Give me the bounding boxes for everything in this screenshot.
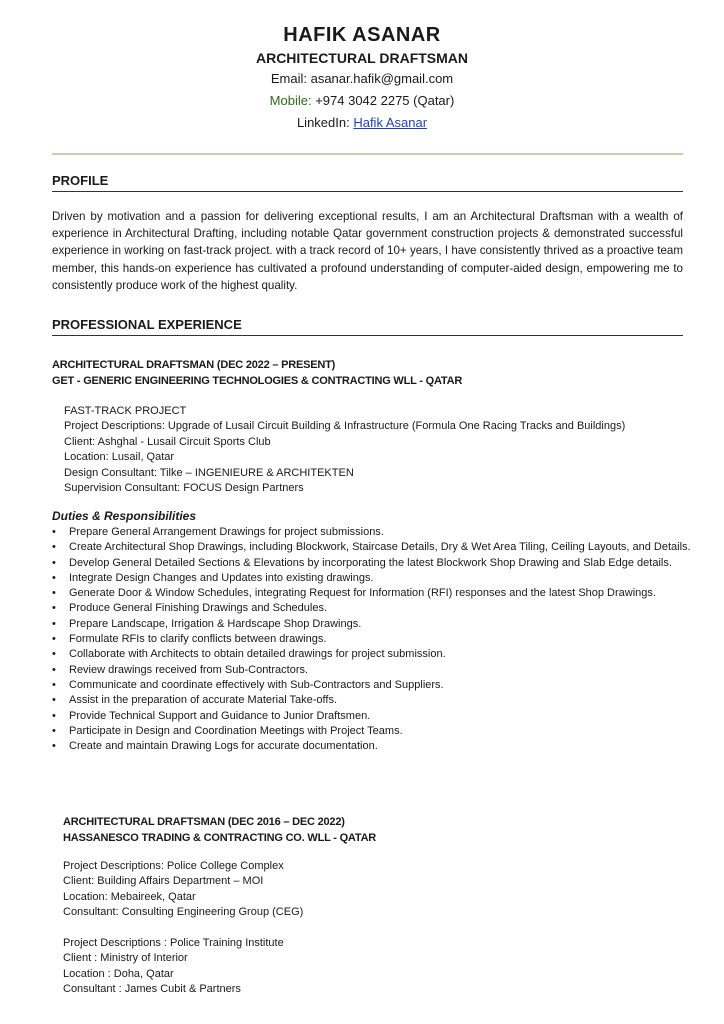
bullet-icon: •	[52, 678, 56, 691]
job2-detail-line: Project Descriptions: Police College Complex	[63, 860, 284, 872]
job1-detail-line: Project Descriptions: Upgrade of Lusail Circuit Building & Infrastructure (Formula One Racing Tracks and Buildings)	[64, 420, 626, 433]
mobile-value: +974 3042 2275 (Qatar)	[311, 93, 455, 108]
duty-item: • Develop General Detailed Sections & Elevations by incorporating the latest Blockwork Shop Drawing and Slab Edge details.	[52, 556, 692, 571]
bullet-icon: •	[52, 541, 56, 554]
linkedin-line	[0, 112, 724, 134]
bullet-icon: •	[52, 571, 56, 584]
job1-detail-line: Supervision Consultant: FOCUS Design Partners	[64, 482, 304, 495]
bullet-icon: •	[52, 724, 56, 737]
linkedin-link[interactable]: Hafik Asanar	[353, 115, 428, 130]
bullet-icon: •	[52, 602, 56, 615]
job1-detail-line: Client: Ashghal - Lusail Circuit Sports Club	[64, 435, 271, 448]
job2-project1-details	[63, 859, 303, 921]
job1-company: GET - GENERIC ENGINEERING TECHNOLOGIES & CONTRACTING WLL - QATAR	[52, 375, 463, 387]
mobile-label: Mobile:	[269, 93, 312, 108]
duty-item: • Integrate Design Changes and Updates into existing drawings.	[52, 571, 692, 586]
job1-project-details	[64, 404, 625, 496]
header-divider	[52, 153, 683, 155]
profile-text: Driven by motivation and a passion for delivering exceptional results, I am an Architectural Draftsman with a wealth of experience in Architectural Drafting, including notable Qatar government construction projects & demonstrated successful experience in working on fast-track project. with a track record of 10+ years, I have consistently thrived as a proactive team member, this hands-on experience has cultivated a profound understanding of computer-aided design, empowering me to consistently produce work of the highest quality.	[52, 210, 683, 292]
job1-detail-line: Design Consultant: Tilke – INGENIEURE & ARCHITEKTEN	[64, 466, 354, 479]
mobile-line	[0, 90, 724, 112]
bullet-icon: •	[52, 663, 56, 676]
resume-header	[0, 22, 724, 134]
bullet-icon: •	[52, 526, 56, 538]
duty-item: • Provide Technical Support and Guidance to Junior Draftsmen.	[52, 709, 692, 724]
duty-item: • Formulate RFIs to clarify conflicts between drawings.	[52, 632, 692, 647]
bullet-icon: •	[52, 617, 56, 630]
job2-company: HASSANESCO TRADING & CONTRACTING CO. WLL - QATAR	[63, 832, 377, 844]
duty-item: • Produce General Finishing Drawings and Schedules.	[52, 601, 692, 616]
linkedin-label: LinkedIn:	[296, 115, 354, 130]
duties-heading: Duties & Responsibilities	[52, 509, 197, 523]
job2-project2-details	[63, 936, 284, 998]
duty-item: • Collaborate with Architects to obtain detailed drawings for project submission.	[52, 647, 692, 662]
job2-detail-line: Consultant: Consulting Engineering Group (CEG)	[63, 906, 304, 919]
bullet-icon: •	[52, 648, 56, 661]
duty-item: • Review drawings received from Sub-Contractors.	[52, 663, 692, 678]
job2-detail-line: Client: Building Affairs Department – MOI	[63, 875, 264, 888]
duty-item: • Create and maintain Drawing Logs for accurate documentation.	[52, 739, 692, 754]
job1-role: ARCHITECTURAL DRAFTSMAN (DEC 2022 – PRESENT)	[52, 359, 336, 371]
duty-item: • Create Architectural Shop Drawings, including Blockwork, Staircase Details, Dry & Wet Area Tiling, Ceiling Layouts, and Details.	[52, 540, 692, 555]
duties-list	[52, 525, 692, 754]
job2-detail-line: Location : Doha, Qatar	[63, 967, 174, 980]
email-line: Email: asanar.hafik@gmail.com	[270, 71, 454, 86]
job1-detail-line: Location: Lusail, Qatar	[64, 451, 175, 464]
job1-detail-line: FAST-TRACK PROJECT	[64, 405, 187, 417]
duty-item: • Prepare Landscape, Irrigation & Hardscape Shop Drawings.	[52, 617, 692, 632]
bullet-icon: •	[52, 694, 56, 707]
duty-item: • Communicate and coordinate effectively with Sub-Contractors and Suppliers.	[52, 678, 692, 693]
bullet-icon: •	[52, 587, 56, 600]
bullet-icon: •	[52, 633, 56, 646]
bullet-icon: •	[52, 709, 56, 722]
experience-heading: PROFESSIONAL EXPERIENCE	[52, 316, 683, 336]
candidate-name: HAFIK ASANAR	[283, 24, 441, 46]
profile-heading: PROFILE	[52, 172, 683, 192]
job2-detail-line: Consultant : James Cubit & Partners	[63, 983, 241, 996]
bullet-icon: •	[52, 556, 56, 569]
job2-role: ARCHITECTURAL DRAFTSMAN (DEC 2016 – DEC 2022)	[63, 816, 345, 828]
candidate-title: ARCHITECTURAL DRAFTSMAN	[255, 50, 469, 66]
duty-item: • Generate Door & Window Schedules, integrating Request for Information (RFI) responses and the latest Shop Drawings.	[52, 586, 692, 601]
bullet-icon: •	[52, 740, 56, 753]
duty-item: • Participate in Design and Coordination Meetings with Project Teams.	[52, 724, 692, 739]
job2-detail-line: Client : Ministry of Interior	[63, 952, 188, 965]
duty-item: • Assist in the preparation of accurate Material Take-offs.	[52, 693, 692, 708]
job2-detail-line: Location: Mebaireek, Qatar	[63, 890, 196, 903]
job2-detail-line: Project Descriptions : Police Training Institute	[63, 937, 284, 949]
duty-item: • Prepare General Arrangement Drawings for project submissions.	[52, 525, 692, 540]
